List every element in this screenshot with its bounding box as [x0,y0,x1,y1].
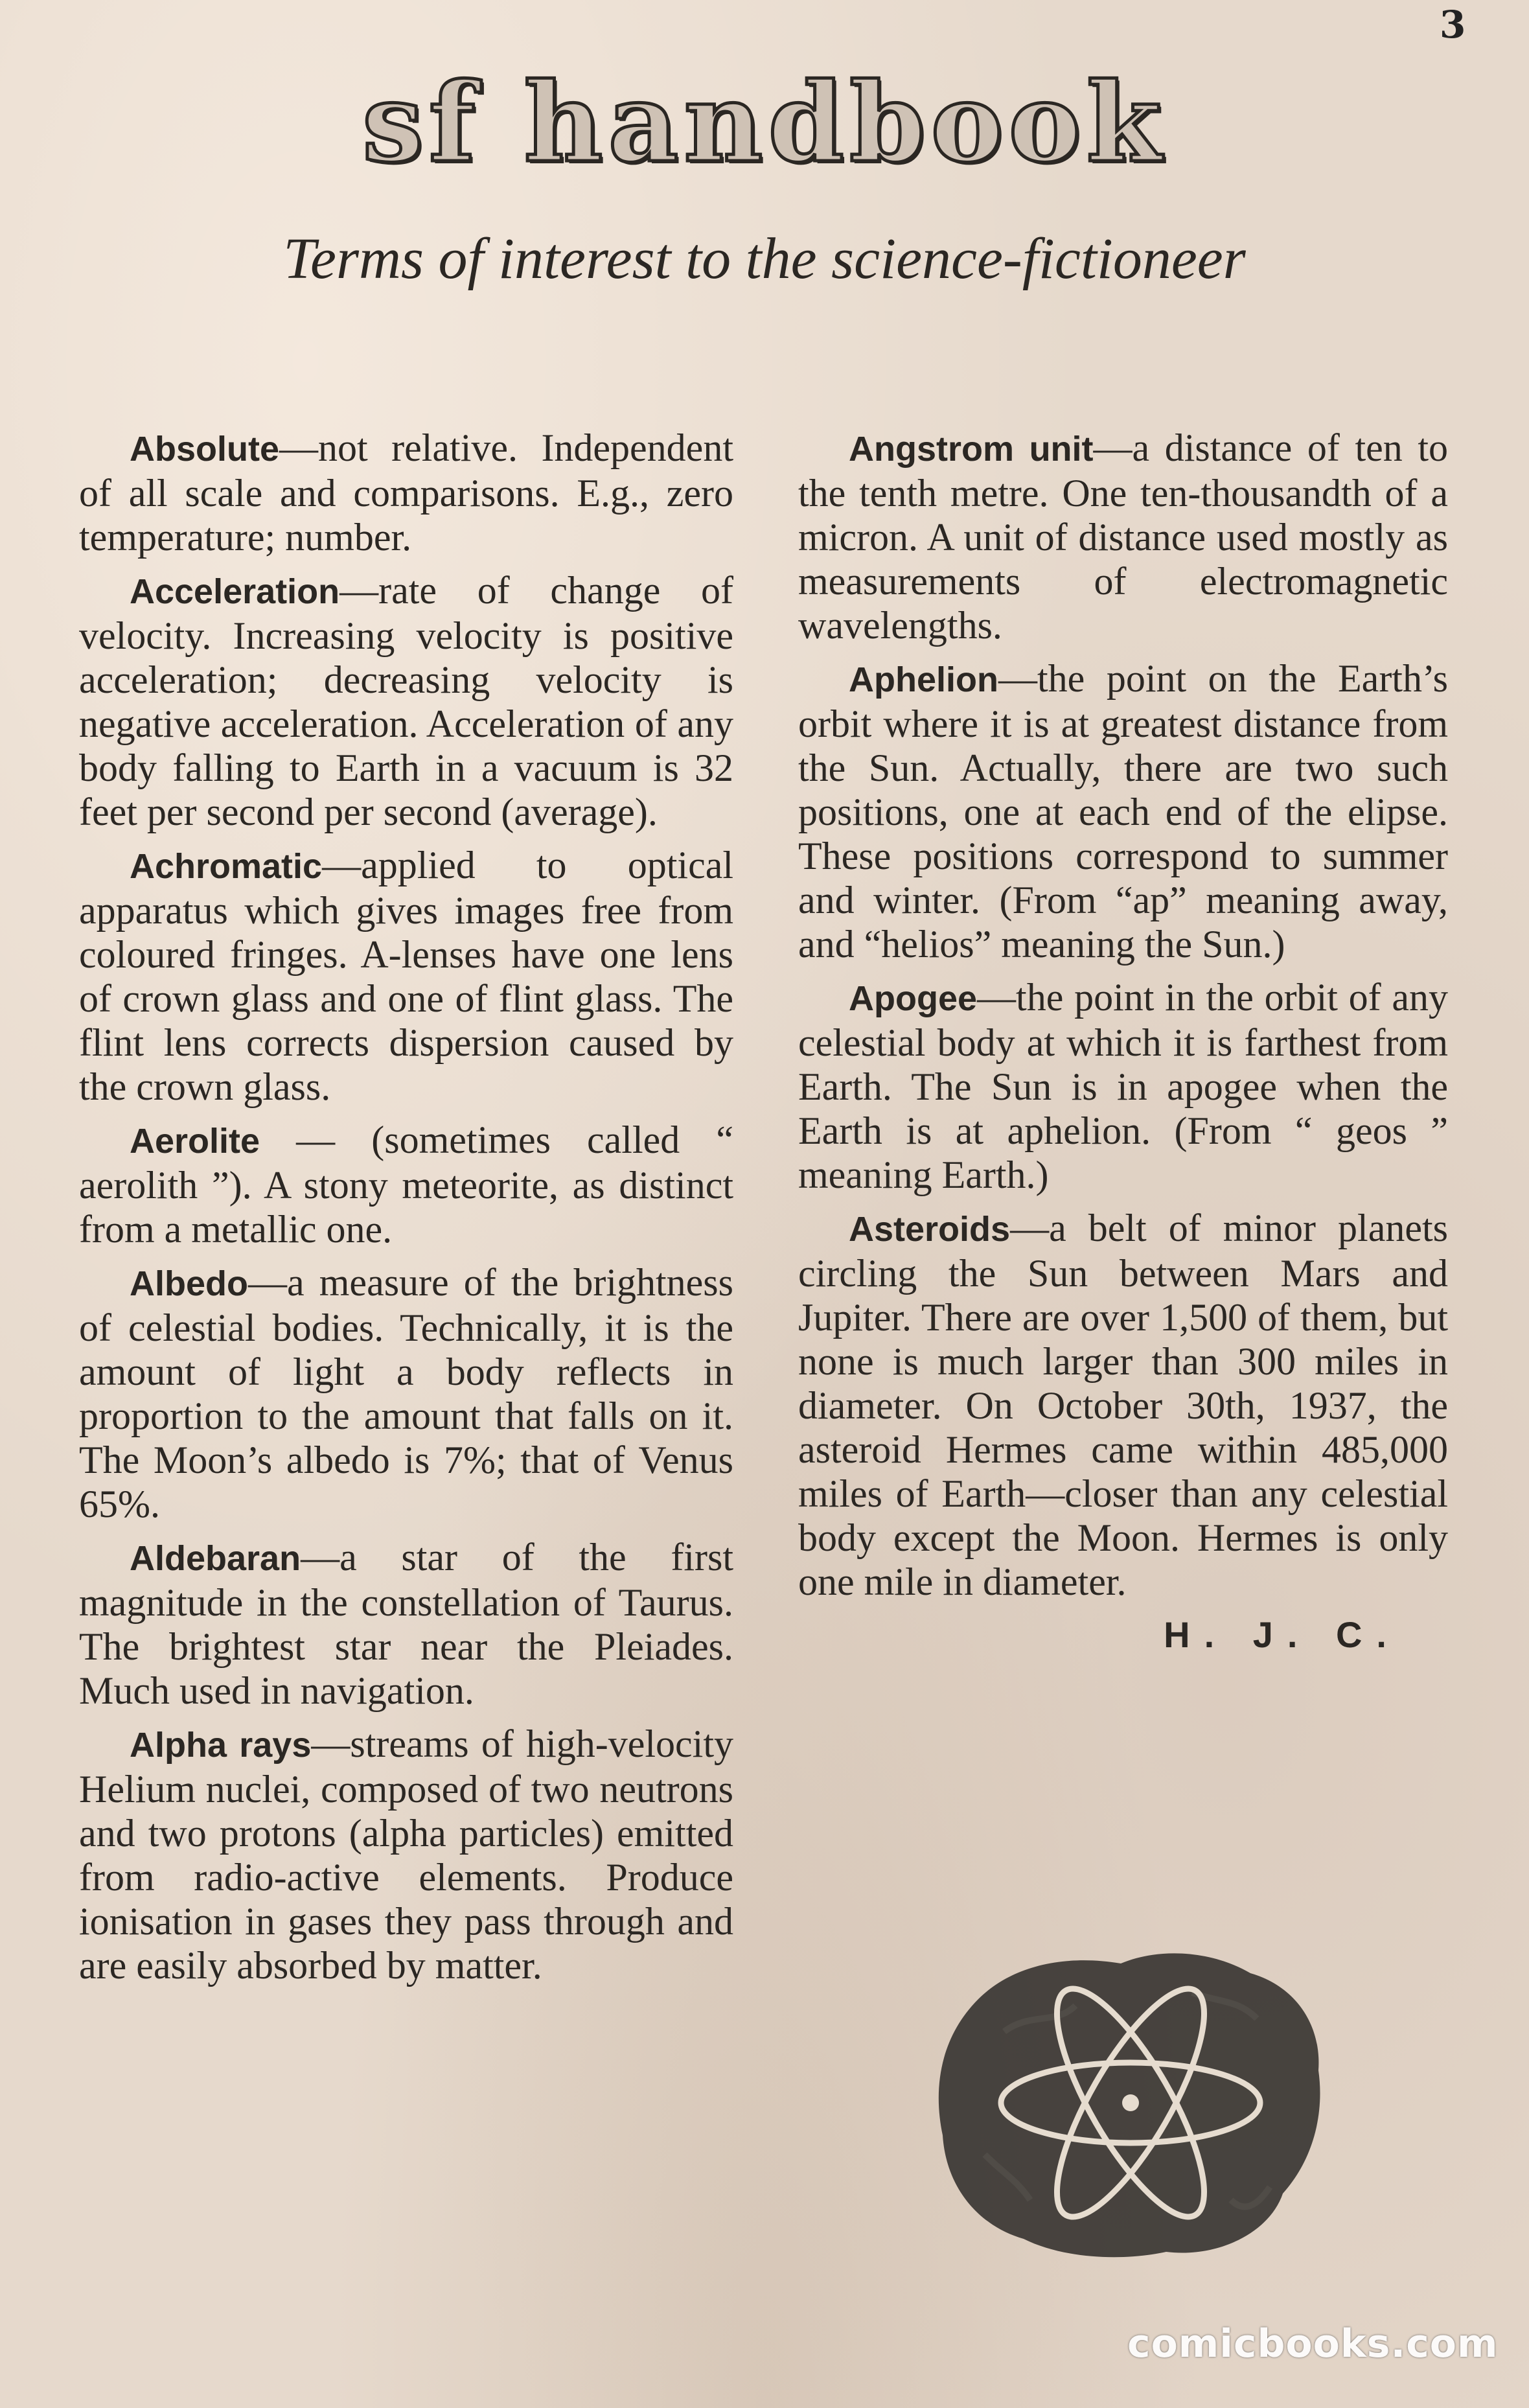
entry-term: Aerolite [130,1122,260,1161]
entry-separator: — [248,1261,287,1304]
entry-term: Apogee [849,979,978,1018]
glossary-entry-aerolite [79,1118,733,1251]
entry-definition: a distance of ten to the tenth metre. One ten-thousandth of a micron. A unit of distance used mostly as measurements of electromagnetic wavelengths. [798,426,1448,647]
glossary-entry-angstrom-unit [798,426,1448,647]
entry-term: Aldebaran [130,1539,301,1578]
entry-definition: streams of high-velocity Helium nuclei, composed of two neutrons and two protons (alpha particles) emitted from radio-active elements. Produce ionisation in gases they pass through and are easily absorbed by matter. [79,1722,734,1987]
glossary-entry-absolute [79,426,733,559]
watermark-text: comicbooks.com [1127,2321,1499,2367]
entry-separator: — [1010,1207,1050,1249]
glossary-column-right [798,426,1448,1657]
glossary-entry-asteroids [798,1206,1448,1604]
entry-separator: — [339,569,379,612]
page-subtitle: Terms of interest to the science-fictioneer [283,227,1246,291]
glossary-entry-apogee [798,975,1448,1197]
entry-separator: — [311,1722,351,1765]
entry-definition: not relative. Independent of all scale and comparisons. E.g., zero temperature; number. [79,426,733,559]
entry-term: Asteroids [849,1210,1011,1249]
page-title: sf handbook [362,58,1167,187]
atom-nucleus [1122,2094,1139,2111]
entry-separator: — [998,657,1037,700]
glossary-entry-achromatic [79,843,733,1109]
entry-term: Alpha rays [130,1726,312,1765]
entry-term: Absolute [130,430,280,469]
entry-separator: — [1093,426,1132,469]
entry-term: Achromatic [130,847,323,886]
entry-separator: — [322,844,362,886]
entry-definition: a measure of the brightness of celestial bodies. Technically, it is the amount of light a body reflects in proportion to the amount that falls on it. The Moon’s albedo is 7%; that of Venus 65%. [79,1261,733,1525]
glossary-entry-aphelion [798,656,1448,966]
page-number: 3 [1440,3,1466,47]
glossary-entry-aldebaran [79,1535,733,1713]
entry-separator: — [977,976,1017,1019]
entry-definition: the point on the Earth’s orbit where it is at greatest distance from the Sun. Actually, there are two such positions, one at each end of the elipse. These positions correspond to summer and winter. (From “ap” meaning away, and “helios” meaning the Sun.) [798,657,1448,966]
author-initials: H. J. C. [1164,1614,1401,1655]
glossary-column-left [79,426,733,1997]
entry-definition: (sometimes called “ aerolith ”). A stony meteorite, as distinct from a metallic one. [79,1118,734,1251]
entry-definition: a belt of minor planets circling the Sun between Mars and Jupiter. There are over 1,500 of them, but none is much larger than 300 miles in diameter. On October 30th, 1937, the asteroid Hermes came within 485,000 miles of Earth—closer than any celestial body except the Moon. Hermes is only one mile in diameter. [798,1207,1448,1603]
atom-icon [933,1941,1328,2265]
entry-definition: rate of change of velocity. Increasing velocity is positive acceleration; decreasing velocity is negative acceleration. Acceleration of any body falling to Earth in a vacuum is 32 feet per second per second (average). [79,569,733,833]
entry-separator: — [260,1118,372,1161]
entry-separator: — [301,1536,340,1579]
entry-term: Angstrom unit [849,430,1094,469]
entry-term: Albedo [130,1264,248,1303]
entry-definition: applied to optical apparatus which gives images free from coloured fringes. A-lenses have one lens of crown glass and one of flint glass. The flint lens corrects dispersion caused by the crown glass. [79,844,733,1108]
glossary-entry-alpha-rays [79,1722,733,1987]
entry-separator: — [279,426,319,469]
glossary-entry-albedo [79,1260,733,1526]
entry-definition: the point in the orbit of any celestial body at which it is farthest from Earth. The Sun is in apogee when the Earth is at aphelion. (From “ geos ” meaning Earth.) [798,976,1448,1196]
glossary-entry-acceleration [79,568,733,834]
entry-definition: a star of the first magnitude in the constellation of Taurus. The brightest star near the Pleiades. Much used in navigation. [79,1536,733,1712]
entry-term: Acceleration [130,572,340,611]
entry-term: Aphelion [849,660,998,699]
